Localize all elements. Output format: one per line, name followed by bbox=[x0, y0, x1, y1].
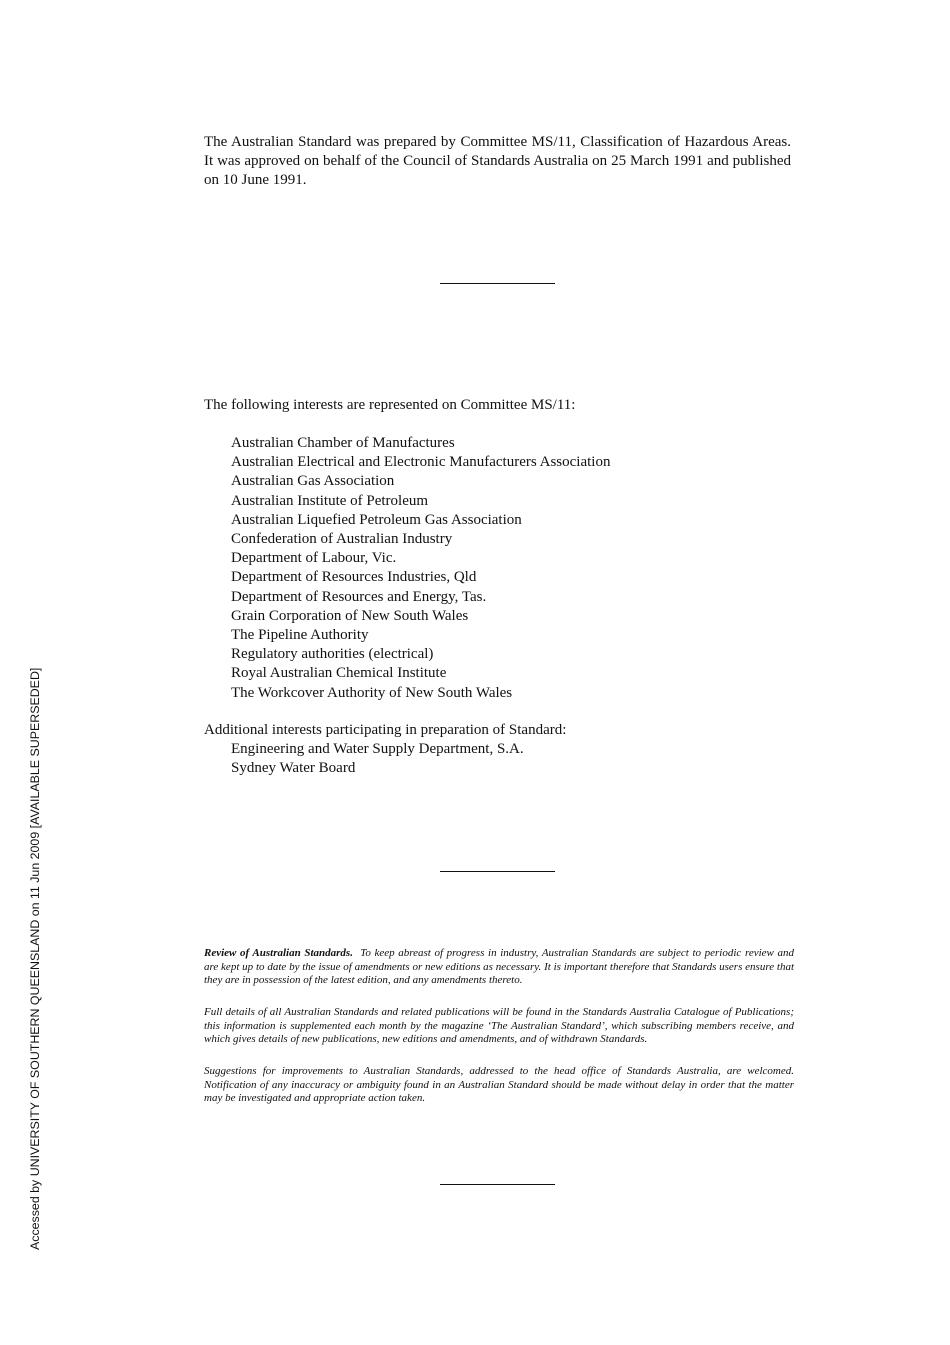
additional-interests-list bbox=[231, 740, 524, 778]
list-item: Engineering and Water Supply Department, S.A. bbox=[231, 741, 524, 757]
interests-intro: The following interests are represented on Committee MS/11: bbox=[204, 397, 576, 413]
section-divider bbox=[440, 283, 555, 284]
additional-interests-intro: Additional interests participating in preparation of Standard: bbox=[204, 722, 567, 738]
suggestions-paragraph: Suggestions for improvements to Australian Standards, addressed to the head office of Standards Australia, are welcomed. Notification of any inaccuracy or ambiguity found in an Australian Standard should be made without delay in order that the matter may be investigated and appropriate action taken. bbox=[204, 1065, 794, 1105]
catalogue-paragraph: Full details of all Australian Standards and related publications will be found in the Standards Australia Catalogue of Publications; this information is supplemented each month by the magazine ‘The Australian Standard’, which subscribing members receive, and which gives details of new publications, new editions and amendments, and of withdrawn Standards. bbox=[204, 1006, 794, 1046]
list-item: Australian Liquefied Petroleum Gas Association bbox=[231, 511, 522, 528]
list-item: Australian Gas Association bbox=[231, 473, 395, 490]
access-stamp: Accessed by UNIVERSITY OF SOUTHERN QUEENSLAND on 11 Jun 2009 [AVAILABLE SUPERSEDED] bbox=[28, 667, 42, 1250]
approval-paragraph: The Australian Standard was prepared by Committee MS/11, Classification of Hazardous Areas. It was approved on behalf of the Council of Standards Australia on 25 March 1991 and published on 10 June 1991. bbox=[204, 134, 791, 188]
interests-list bbox=[231, 434, 610, 703]
review-heading: Review of Australian Standards. bbox=[204, 947, 353, 959]
list-item: Confederation of Australian Industry bbox=[231, 531, 453, 548]
list-item: Australian Institute of Petroleum bbox=[231, 492, 429, 509]
list-item: Department of Resources Industries, Qld bbox=[231, 569, 477, 586]
list-item: Department of Resources and Energy, Tas. bbox=[231, 588, 487, 605]
list-item: Royal Australian Chemical Institute bbox=[231, 665, 447, 682]
review-paragraph bbox=[204, 947, 794, 988]
list-item: Grain Corporation of New South Wales bbox=[231, 607, 469, 624]
review-text: To keep abreast of progress in industry, Australian Standards are subject to periodic review and are kept up to date by the issue of amendments or new editions as necessary. It is important therefore that Standards users ensure that they are in possession of the latest edition, and any amendments thereto. bbox=[204, 947, 794, 987]
list-item: The Workcover Authority of New South Wales bbox=[231, 684, 513, 701]
section-divider bbox=[440, 871, 555, 872]
footer-divider bbox=[440, 1184, 555, 1185]
list-item: Regulatory authorities (electrical) bbox=[231, 646, 434, 663]
list-item: The Pipeline Authority bbox=[231, 627, 369, 644]
list-item: Department of Labour, Vic. bbox=[231, 550, 397, 567]
list-item: Australian Chamber of Manufactures bbox=[231, 435, 455, 451]
list-item: Sydney Water Board bbox=[231, 760, 356, 777]
list-item: Australian Electrical and Electronic Manufacturers Association bbox=[231, 454, 611, 471]
